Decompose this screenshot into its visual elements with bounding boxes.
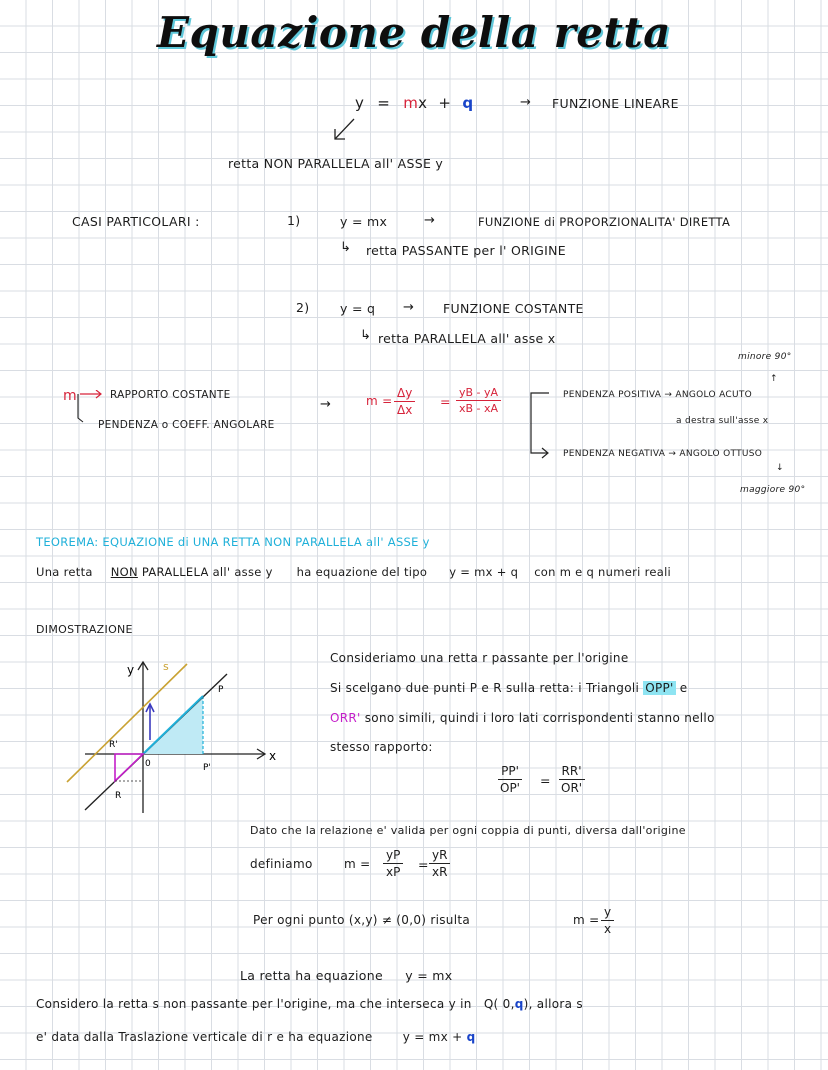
proof-line9-text: e' data dalla Traslazione verticale di r e ha equazione bbox=[36, 1030, 373, 1044]
frac-x: x bbox=[604, 922, 612, 936]
ratio-equals: = bbox=[540, 773, 551, 788]
proof-line3-text: sono simili, quindi i loro lati corrispondenti stanno nello bbox=[364, 711, 715, 725]
proof-line7-text: La retta ha equazione bbox=[240, 968, 383, 983]
ratio-op: OP' bbox=[500, 781, 520, 795]
diagram-y-label: y bbox=[127, 663, 135, 677]
case1-equation: y = mx bbox=[340, 214, 388, 229]
proof-line5: Dato che la relazione e' valida per ogni coppia di punti, diversa dall'origine bbox=[250, 824, 686, 837]
diagram-p-label: P bbox=[218, 685, 224, 695]
ratio-rr: RR' bbox=[559, 764, 585, 780]
proof-heading: DIMOSTRAZIONE bbox=[36, 623, 133, 636]
case2-equation: y = q bbox=[340, 301, 376, 316]
proof-line8-qv: q bbox=[514, 997, 524, 1011]
fraction-yr-xr bbox=[429, 848, 450, 879]
arrow-icon: → bbox=[520, 95, 531, 110]
theorem-s3: ha equazione del tipo bbox=[296, 565, 428, 579]
ratio-or: OR' bbox=[561, 781, 583, 795]
slope-equals-2: = bbox=[440, 394, 451, 409]
proof-line8 bbox=[36, 997, 583, 1011]
eq-q: q bbox=[462, 94, 474, 112]
eq-m: m bbox=[403, 94, 419, 112]
eq-plus: + bbox=[438, 94, 452, 112]
theorem-s5: con m e q numeri reali bbox=[534, 565, 672, 579]
case2-note: retta PARALLELA all' asse x bbox=[378, 331, 556, 346]
ratio-pp-op bbox=[497, 764, 523, 795]
main-equation bbox=[355, 94, 473, 112]
theorem-title: TEOREMA: EQUAZIONE di UNA RETTA NON PARALLELA all' ASSE y bbox=[36, 535, 430, 549]
proof-line9 bbox=[36, 1030, 476, 1044]
diagram-r-label: R bbox=[115, 791, 122, 801]
diagram-r1-label: R' bbox=[109, 740, 118, 750]
case2-label: FUNZIONE COSTANTE bbox=[443, 301, 584, 316]
definiamo: definiamo bbox=[250, 857, 313, 871]
result-m-equals: m = bbox=[573, 913, 600, 927]
diagram-x-label: x bbox=[269, 749, 277, 763]
coord-fraction bbox=[456, 386, 501, 415]
cases-heading: CASI PARTICOLARI : bbox=[72, 214, 200, 229]
proof-line9-eq: y = mx + bbox=[402, 1030, 463, 1044]
theorem-s2: PARALLELA all' asse y bbox=[141, 565, 273, 579]
linear-function-label: FUNZIONE LINEARE bbox=[552, 96, 679, 111]
eq-x: x bbox=[418, 94, 428, 112]
frac-xr: xR bbox=[432, 865, 448, 879]
proof-line6: Per ogni punto (x,y) ≠ (0,0) risulta bbox=[253, 913, 470, 927]
proof-line7 bbox=[240, 968, 452, 983]
slope-m-equals: m = bbox=[366, 394, 393, 408]
frac-yp: yP bbox=[383, 848, 403, 864]
define-equals-2: = bbox=[418, 857, 429, 872]
xb-xa: xB - xA bbox=[459, 402, 499, 415]
ratio-pp: PP' bbox=[498, 764, 522, 780]
case2-sub-arrow-icon: ↳ bbox=[360, 328, 371, 343]
proof-line8a: Considero la retta s non passante per l'origine, ma che interseca y in bbox=[36, 997, 472, 1011]
delta-fraction bbox=[394, 386, 415, 417]
proof-line2a: Si scelgano due punti P e R sulla retta: i Triangoli bbox=[330, 681, 640, 695]
case1-arrow-icon: → bbox=[424, 213, 435, 228]
minore-note: minore 90° bbox=[738, 352, 792, 362]
eq-equals: = bbox=[377, 94, 391, 112]
up-arrow-icon: ↑ bbox=[770, 374, 778, 384]
define-m-equals: m = bbox=[344, 857, 371, 871]
destra-note: a destra sull'asse x bbox=[676, 416, 769, 426]
line-s bbox=[67, 664, 187, 782]
case1-number: 1) bbox=[287, 213, 301, 228]
case2-arrow-icon: → bbox=[403, 300, 414, 315]
negative-slope: PENDENZA NEGATIVA → ANGOLO OTTUSO bbox=[563, 449, 763, 459]
proof-line9-q: q bbox=[466, 1030, 476, 1044]
fraction-yp-xp bbox=[383, 848, 403, 879]
triangle-orr bbox=[115, 754, 143, 781]
opp-highlight: OPP' bbox=[645, 681, 674, 695]
theorem-statement bbox=[36, 565, 671, 579]
delta-x: Δx bbox=[397, 403, 413, 417]
proof-line2 bbox=[330, 681, 687, 695]
case1-label: FUNZIONE di PROPORZIONALITA' DIRETTA bbox=[478, 215, 731, 229]
orr-label: ORR' bbox=[330, 711, 361, 725]
fraction-y-x bbox=[601, 905, 614, 936]
proof-line7-eq: y = mx bbox=[405, 968, 453, 983]
slope-cases-bracket-icon bbox=[527, 389, 557, 463]
positive-slope: PENDENZA POSITIVA → ANGOLO ACUTO bbox=[563, 390, 753, 400]
slope-arrow-icon: → bbox=[320, 397, 331, 412]
theorem-s4: y = mx + q bbox=[449, 565, 519, 579]
theorem-s1: Una retta bbox=[36, 565, 93, 579]
frac-y: y bbox=[601, 905, 614, 921]
diagram-s-label: s bbox=[163, 660, 169, 673]
diagram-p1-label: P' bbox=[203, 763, 211, 773]
case1-note: retta PASSANTE per l' ORIGINE bbox=[366, 243, 566, 258]
case2-number: 2) bbox=[296, 300, 310, 315]
geometry-diagram bbox=[55, 648, 285, 818]
not-parallel-note: retta NON PARALLELA all' ASSE y bbox=[228, 156, 444, 171]
frac-xp: xP bbox=[386, 865, 401, 879]
maggiore-note: maggiore 90° bbox=[740, 485, 806, 495]
down-arrow-icon: ↓ bbox=[776, 463, 784, 473]
theorem-non: NON bbox=[110, 565, 138, 579]
diagonal-arrow-icon bbox=[330, 115, 358, 145]
eq-y: y bbox=[355, 94, 365, 112]
proof-line2b: e bbox=[679, 681, 688, 695]
pendenza-label: PENDENZA o COEFF. ANGOLARE bbox=[98, 419, 275, 431]
ratio-rr-or bbox=[558, 764, 585, 795]
frac-yr: yR bbox=[429, 848, 450, 864]
slope-m: m bbox=[63, 388, 77, 404]
proof-line1: Consideriamo una retta r passante per l'origine bbox=[330, 651, 629, 665]
proof-line4: stesso rapporto: bbox=[330, 740, 433, 754]
rapporto-label: RAPPORTO COSTANTE bbox=[110, 389, 231, 401]
case1-sub-arrow-icon: ↳ bbox=[340, 240, 351, 255]
yb-ya: yB - yA bbox=[456, 386, 501, 401]
diagram-o-label: 0 bbox=[145, 759, 151, 769]
proof-line8-q: Q( 0, bbox=[483, 997, 515, 1011]
proof-line3 bbox=[330, 711, 715, 725]
page-title: Equazione della retta bbox=[156, 8, 672, 57]
delta-y: Δy bbox=[394, 386, 415, 402]
proof-line8b: ), allora s bbox=[523, 997, 583, 1011]
